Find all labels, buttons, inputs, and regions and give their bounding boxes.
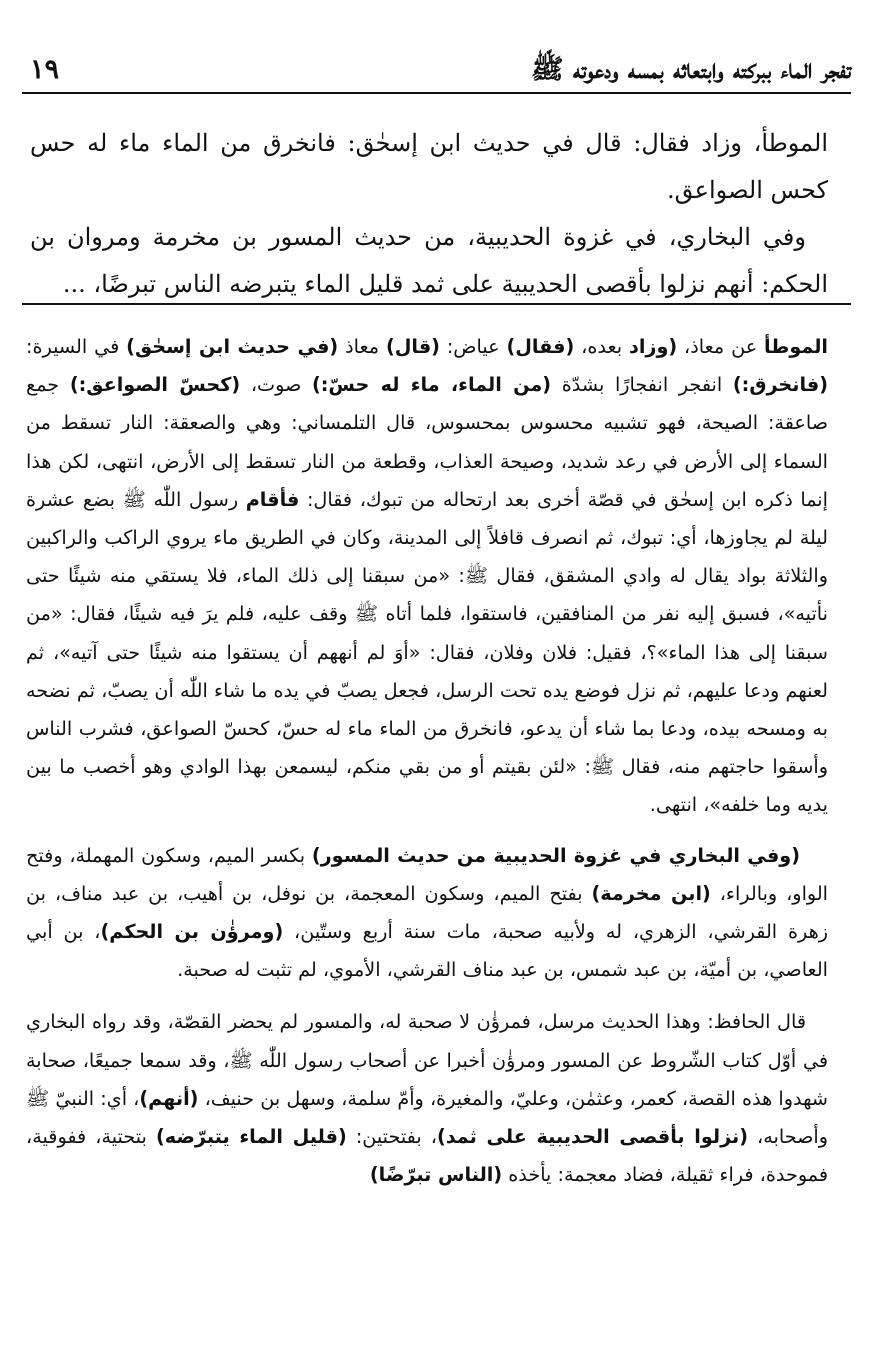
page-number: ١٩ [30, 54, 60, 85]
quoted-phrase: (فقال) [506, 335, 575, 358]
commentary-text: في السيرة: [26, 335, 127, 358]
commentary-text: عياض: [439, 335, 507, 358]
main-text-paragraph: الموطأ، وزاد فقال: قال في حديث ابن إسحٰق: فانخرق من الماء ماء له حس كحس الصواعق. [30, 129, 828, 204]
chapter-title: تفجر الماء ببركته وابتعاثه بمسه ودعوته ﷺ [530, 54, 851, 85]
commentary-text: قال الحافظ: وهذا الحديث مرسل، فمرؤٰن لا صحبة له، والمسور لم يحضر القصّة، وقد رواه البخاري في أوّل كتاب الشّروط عن المسور ومرؤٰن أخبرا عن أصحاب رسول اللّٰه ﷺ، وقد سمعا جميعًا، صحابة شهدوا هذه القصة، كعمر، وعثمٰن، وعليّ، والمغيرة، وأمّ سلمة، وسهل بن حنيف، [26, 1010, 829, 1110]
main-text-paragraph: وفي البخاري، في غزوة الحديبية، من حديث المسور بن مخرمة ومروان بن الحكم: أنهم نزلوا بأقصى الحديبية على ثمد قليل الماء يتبرضه الناس تبرضًا، ... [30, 223, 828, 298]
quoted-phrase: (نزلوا بأقصى الحديبية على ثمد) [436, 1125, 748, 1149]
commentary-paragraph [26, 837, 828, 990]
commentary-paragraph [26, 1003, 828, 1194]
quoted-phrase: (كحسّ الصواعق:) [69, 373, 241, 397]
commentary-text: صوت، [240, 373, 312, 397]
quoted-phrase: (ومرؤٰن بن الحكم) [100, 920, 284, 944]
running-header [22, 50, 851, 94]
quoted-phrase: (أنهم) [139, 1086, 199, 1110]
commentary-paragraph [26, 328, 828, 825]
quoted-phrase: (ابن مخرمة) [591, 881, 711, 905]
main-text [30, 120, 828, 308]
commentary [26, 328, 828, 1194]
commentary-text: جمع صاعقة: الصيحة، فهو تشبيه محسوس بمحسوس، قال التلمساني: وهي والصعقة: النار تسقط من السماء إلى الأرض في رعد شديد، وصيحة العذاب، وقطعة من النار تسقط إلى الأرض، انتهى، لكن هذا إنما ذكره ابن إسحٰق في قصّة أخرى بعد ارتحاله من تبوك، فقال: [26, 373, 828, 511]
commentary-text: انفجر انفجارًا بشدّة [551, 373, 733, 397]
commentary-text: ، بن أبي العاصي، بن أميّة، بن عبد شمس، بن عبد مناف القرشي، الأموي، لم تثبت له صحبة. [26, 920, 828, 982]
commentary-text: بفتح الميم، وسكون المعجمة، بن نوفل، بن أهيب، بن عبد مناف، بن زهرة القرشي، الزهري، له ولأبيه صحبة، مات سنة أربع وستّين، [26, 881, 828, 944]
quoted-phrase: الموطأ [764, 335, 828, 358]
commentary-text: ، بفتحتين: [346, 1125, 437, 1149]
quoted-phrase: (الناس تبرّضًا) [369, 1163, 503, 1187]
commentary-text: معاذ [338, 335, 386, 358]
quoted-phrase: (من الماء، ماء له حسّ:) [311, 373, 552, 397]
commentary-text: رسول اللّٰه ﷺ بضع عشرة ليلة لم يجاوزها، أي: تبوك، ثم انصرف قافلاً إلى المدينة، وكان في الطريق ماء يروي الراكب والراكبين والثلاثة بواد يقال له وادي المشقق، فقال ﷺ: «من سبقنا إلى ذلك الماء، فلا يستقي منه شيئًا حتى نأتيه»، فسبق إليه نفر من المنافقين، فاستقوا، فلما أتاه ﷺ وقف عليه، فلم يرَ فيه شيئًا، فقال: «من سبقنا إلى هذا الماء»؟، فقيل: فلان وفلان، فقال: «أوَ لم أنههم أن يستقوا منه شيئًا حتى آتيه»، ثم لعنهم ودعا عليهم، ثم نزل فوضع يده تحت الرسل، فجعل يصبّ في يده ما شاء اللّٰه أن يصبّ، ثم نضحه به ومسحه بيده، ودعا بما شاء أن يدعو، فانخرق من الماء ماء له حسّ، كحسّ الصواعق، فشرب الناس وأسقوا حاجتهم منه، فقال ﷺ: «لئن بقيتم أو من بقي منكم، ليسمعن بهذا الوادي وهو أخصب ما بين يديه وما خلفه»، انتهى. [26, 487, 828, 817]
text-separator-rule [22, 303, 851, 305]
commentary-text: بعده، [574, 335, 629, 358]
quoted-phrase: (قليل الماء يتبرّضه) [155, 1125, 347, 1149]
quoted-phrase: فأقام [245, 487, 300, 511]
quoted-phrase: (وزاد [628, 335, 678, 358]
quoted-phrase: (وفي البخاري في غزوة الحديبية من حديث المسور) [311, 843, 800, 867]
commentary-text: عن معاذ، [677, 335, 765, 358]
commentary-text: ، أي: النبيّ ﷺ وأصحابه، [26, 1086, 828, 1149]
quoted-phrase: (في حديث ابن إسحٰق) [126, 335, 339, 358]
commentary-text: بكسر الميم، وسكون المهملة، وفتح الواو، وبالراء، [26, 843, 828, 905]
quoted-phrase: (قال) [385, 335, 440, 358]
quoted-phrase: (فانخرق:) [732, 373, 828, 397]
commentary-text: بتحتية، ففوقية، فموحدة، فراء ثقيلة، فضاد معجمة: يأخذه [26, 1125, 828, 1187]
